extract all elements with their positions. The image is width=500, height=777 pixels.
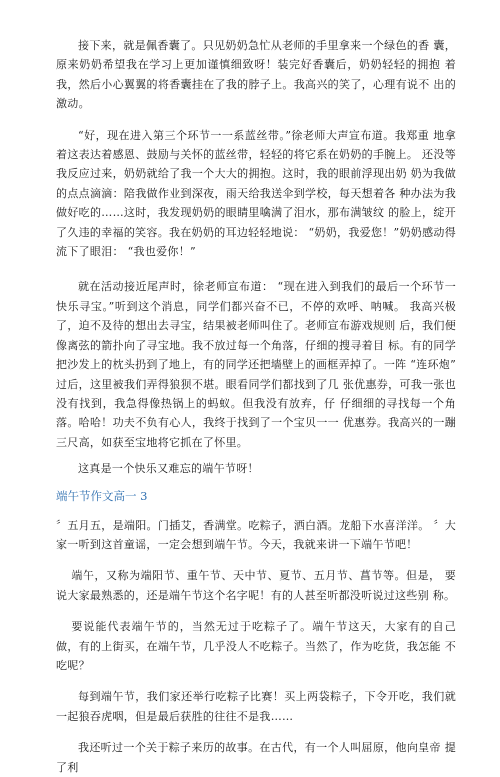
- paragraph-festival-names: 端午，又称为端阳节、重午节、天中节、夏节、五月节、菖节等。但是， 要说大家最熟悉的，还是端午节这个名字呢！有的人甚至听都没听说过这些别 称。: [56, 569, 456, 602]
- document-page: [56, 36, 456, 777]
- paragraph-folk-rhyme: 〞五月五，是端阳。门插艾，香满堂。吃粽子，洒白酒。龙船下水喜洋洋。 〞大家一听到这首童谣，一定会想到端午节。今天，我就来讲一下端午节吧！: [56, 518, 456, 551]
- essay-heading: 端午节作文高一 3: [56, 488, 148, 503]
- paragraph-treasure-hunt: 就在活动接近尾声时，徐老师宣布道： “现在进入到我们的最后一个环节一快乐寻宝。”听到这个消息，同学们都兴奋不已，不停的欢呼、呐喊。 我高兴极了，迫不及待的想出去寻宝，结果被老师叫住了。老师宣布游戏规则 后，我们便像离弦的箭扑向了寻宝地。我不放过每一个角落，仔细的搜寻着目 标。有的同学把沙发上的枕头扔到了地上，有的同学还把墙壁上的画框弄掉了。一阵 “连环炮” 过后，这里被我们弄得狼狈不堪。眼看同学们都找到了几 张优惠券，可我一张也没有找到，我急得像热锅上的蚂蚁。但我没有放弃，仔 仔细细的寻找每一个角落。哈哈！功夫不负有心人，我终于找到了一个宝贝一一 优惠券。我高兴的一蹦三尺高，如获至宝地将它抓在了怀里。: [56, 280, 456, 449]
- paragraph-zongzi-contest: 每到端午节，我们家还举行吃粽子比赛！买上两袋粽子，下令开吃，我们就 一起狼吞虎咽，但是最后获胜的往往不是我……: [56, 690, 456, 723]
- paragraph-conclusion: 这真是一个快乐又难忘的端午节呀！: [78, 462, 259, 476]
- paragraph-qu-yuan-story: 我还听过一个关于粽子来历的故事。在古代，有一个人叫屈原，他向皇帝 提了利: [56, 741, 456, 774]
- paragraph-blue-ribbon: “好，现在进入第三个环节一一系蓝丝带。”徐老师大声宣布道。我郑重 地拿着这表达着感恩、鼓励与关怀的蓝丝带，轻轻的将它系在奶奶的手腕上。 还没等我反应过来，奶奶就给了我一个大大的拥抱。这时，我的眼前浮现出奶 奶为我做的点点滴滴：陪我做作业到深夜，雨天给我送伞到学校，每天想着各 种办法为我做好吃的……这时，我发现奶奶的眼睛里噙满了泪水，那布满皱纹 的脸上，绽开了久违的幸福的笑容。我在奶奶的耳边轻轻地说： “奶奶，我爱您！”奶奶感动得流下了眼泪： “我也爱你！”: [56, 128, 456, 259]
- paragraph-eating-zongzi: 要说能代表端午节的，当然无过于吃粽子了。端午节这天，大家有的自己 做，有的上街买，在端午节，几乎没人不吃粽子。当然了，作为吃货，我怎能 不吃呢？: [56, 620, 456, 672]
- paragraph-perfume-pouch: 接下来，就是佩香囊了。只见奶奶急忙从老师的手里拿来一个绿色的香 囊，原来奶奶希望我在学习上更加谨慎细致呀！装完好香囊后，奶奶轻轻的拥抱 着我，然后小心翼翼的将香囊挂在了我的脖子上。我高兴的笑了，心理有说不 出的激动。: [56, 39, 456, 111]
